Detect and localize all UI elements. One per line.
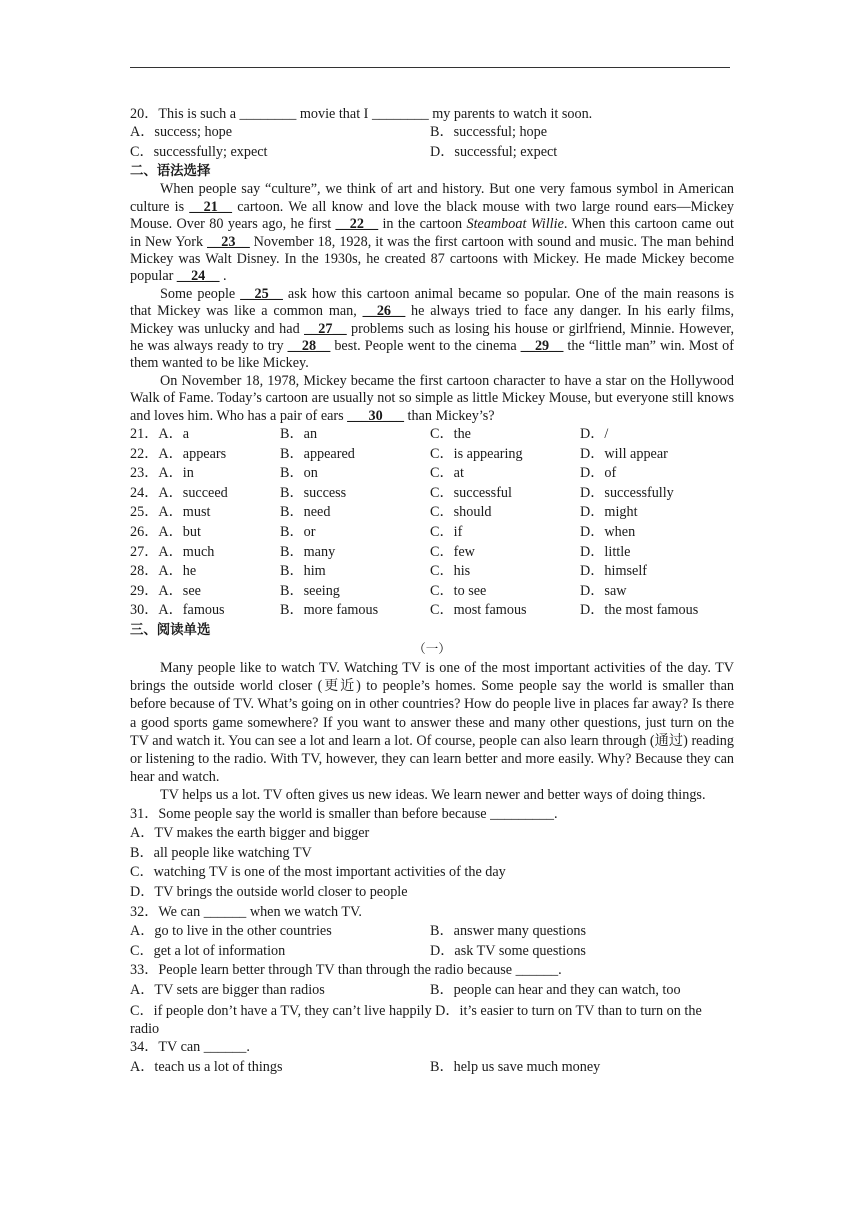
q33-stem-text: 33．People learn better through TV than through the radio because ______. xyxy=(130,962,562,979)
cloze-option-30-d: D．the most famous xyxy=(580,602,699,619)
q32-option-a: A．go to live in the other countries xyxy=(130,923,332,940)
q32-option-d: D．ask TV some questions xyxy=(430,942,586,959)
cloze-option-26-a: 26．A．but xyxy=(130,524,201,541)
section3-title: 三、阅读单选 xyxy=(130,623,211,639)
q32-options-row1 xyxy=(130,922,734,942)
q31-option-a-text: A．TV makes the earth bigger and bigger xyxy=(130,825,370,842)
cloze-option-row-21 xyxy=(130,425,734,445)
text: in the cartoon xyxy=(378,216,467,233)
blank-22: __22__ xyxy=(335,216,379,233)
cloze-option-29-b: B．seeing xyxy=(280,582,340,599)
cloze-option-27-a: 27．A．much xyxy=(130,543,215,560)
cloze-paragraph-2 xyxy=(130,286,734,373)
text: Some people xyxy=(160,285,241,302)
q33-option-b: B．people can hear and they can watch, too xyxy=(430,981,681,998)
section2-title: 二、语法选择 xyxy=(130,164,211,180)
cloze-option-22-d: D．will appear xyxy=(580,445,668,462)
cloze-option-27-d: D．little xyxy=(580,543,631,560)
cloze-option-22-c: C．is appearing xyxy=(430,445,523,462)
blank-30: ___30___ xyxy=(347,407,404,424)
cloze-option-row-25 xyxy=(130,503,734,523)
text: the “little man” win. Most of them wanted to be like Mickey. xyxy=(130,338,734,372)
cloze-option-24-a: 24．A．succeed xyxy=(130,484,228,501)
q20-options-row1 xyxy=(130,123,734,143)
cloze-option-26-d: D．when xyxy=(580,524,636,541)
cloze-option-29-a: 29．A．see xyxy=(130,582,201,599)
blank-21: __21__ xyxy=(189,198,232,215)
q31-option-d xyxy=(130,883,734,903)
cloze-option-28-c: C．his xyxy=(430,563,471,580)
cloze-option-25-b: B．need xyxy=(280,504,331,521)
cloze-option-29-c: C．to see xyxy=(430,582,487,599)
cloze-option-row-26 xyxy=(130,523,734,543)
cloze-options xyxy=(130,425,734,621)
cloze-option-27-b: B．many xyxy=(280,543,336,560)
cloze-option-30-a: 30．A．famous xyxy=(130,602,225,619)
content xyxy=(130,105,734,1078)
q20-stem: 20．This is such a ________ movie that I ________ my parents to watch it soon. xyxy=(130,106,593,122)
q33-options-cd: C．if people don’t have a TV, they can’t live happily D．it’s easier to turn on TV than to turn on the radio xyxy=(130,1002,702,1037)
q20-option-c: C．successfully; expect xyxy=(130,143,268,160)
q20-option-b: B．successful; hope xyxy=(430,124,548,141)
cloze-option-26-c: C．if xyxy=(430,524,463,541)
cloze-paragraph-1 xyxy=(130,181,734,285)
q31-option-a xyxy=(130,824,734,844)
cloze-option-25-a: 25．A．must xyxy=(130,504,211,521)
q20-option-d: D．successful; expect xyxy=(430,143,558,160)
q32-option-b: B．answer many questions xyxy=(430,923,587,940)
cloze-option-28-b: B．him xyxy=(280,563,326,580)
cloze-option-27-c: C．few xyxy=(430,543,475,560)
blank-26: __26__ xyxy=(362,303,406,320)
q20-option-a: A．success; hope xyxy=(130,124,233,141)
text: cartoon. We all know and love the black mouse with two large round ears—Mickey Mouse. Over 80 years ago, he first xyxy=(130,198,734,233)
cloze-option-30-c: C．most famous xyxy=(430,602,527,619)
cloze-option-22-a: 22．A．appears xyxy=(130,445,227,462)
cloze-option-24-c: C．successful xyxy=(430,484,512,501)
passage-number: （一） xyxy=(413,642,451,657)
cloze-option-25-c: C．should xyxy=(430,504,492,521)
cloze-option-row-24 xyxy=(130,484,734,504)
cloze-option-23-c: C．at xyxy=(430,465,464,482)
q20-options-row2 xyxy=(130,143,734,163)
q31-stem-text: 31．Some people say the world is smaller than before because _________. xyxy=(130,805,558,822)
cloze-option-row-22 xyxy=(130,445,734,465)
q33-option-a: A．TV sets are bigger than radios xyxy=(130,981,325,998)
cloze-option-28-a: 28．A．he xyxy=(130,563,197,580)
text: best. People went to the cinema xyxy=(330,338,521,355)
header-rule xyxy=(130,67,730,68)
blank-27: __27__ xyxy=(304,320,347,337)
blank-25: __25__ xyxy=(240,285,283,302)
reading-paragraph-2: TV helps us a lot. TV often gives us new ideas. We learn newer and better ways of doing things. xyxy=(160,787,706,804)
cloze-option-row-29 xyxy=(130,582,734,602)
cloze-option-24-d: D．successfully xyxy=(580,484,674,501)
cloze-option-23-a: 23．A．in xyxy=(130,465,194,482)
text: November 18, 1928, it was the first cartoon with sound and music. The man behind Mickey was Walt Disney. In the 1930s, he created 87 cartoons with Mickey. He made Mickey become popular xyxy=(130,233,734,285)
q31-option-b-text: B．all people like watching TV xyxy=(130,844,312,861)
q34-options-row1 xyxy=(130,1058,734,1078)
q34-stem-text: 34．TV can ______. xyxy=(130,1039,250,1056)
q34-option-a: A．teach us a lot of things xyxy=(130,1058,283,1075)
text: . xyxy=(219,268,227,285)
cloze-option-21-b: B．an xyxy=(280,426,318,443)
blank-29: __29__ xyxy=(520,338,564,355)
q31-option-c-text: C．watching TV is one of the most important activities of the day xyxy=(130,864,506,881)
blank-23: __23__ xyxy=(207,233,250,250)
text: than Mickey’s? xyxy=(403,407,495,424)
reading-paragraph-1: Many people like to watch TV. Watching TV is one of the most important activities of the day. TV brings the outside world closer (更近) to people’s homes. Some people say the world is smaller than before because of TV. What’s going on in other countries? How do people live in places far away? Is there a good sports game somewhere? If you want to answer these and many other questions, just turn on the TV and watch it. You can see a lot and learn a lot. Of course, people can also learn through (通过) reading or listening to the radio. With TV, however, they can learn better and more easily. Why? Because they can hear and watch. xyxy=(130,660,734,786)
cloze-option-21-d: D．/ xyxy=(580,426,609,443)
text: . When this cartoon came out in New York xyxy=(130,216,734,250)
q31-stem xyxy=(130,805,734,825)
cloze-option-row-30 xyxy=(130,601,734,621)
q31-option-b xyxy=(130,844,734,864)
cloze-option-22-b: B．appeared xyxy=(280,445,355,462)
cloze-option-28-d: D．himself xyxy=(580,563,647,580)
q32-option-c: C．get a lot of information xyxy=(130,942,286,959)
cloze-option-24-b: B．success xyxy=(280,484,347,501)
cloze-option-21-c: C．the xyxy=(430,426,471,443)
cloze-option-row-27 xyxy=(130,543,734,563)
cloze-paragraph-3 xyxy=(130,373,734,425)
blank-24: __24__ xyxy=(176,268,220,285)
q32-stem-text: 32．We can ______ when we watch TV. xyxy=(130,903,362,920)
text: ask how this cartoon animal became so popular. One of the main reasons is that Mickey was like a common man, xyxy=(130,285,734,320)
q34-option-b: B．help us save much money xyxy=(430,1058,601,1075)
q32-options-row2 xyxy=(130,942,734,962)
cloze-option-25-d: D．might xyxy=(580,504,638,521)
q32-stem xyxy=(130,903,734,923)
cloze-option-23-d: D．of xyxy=(580,465,617,482)
blank-28: __28__ xyxy=(287,338,331,355)
text: On November 18, 1978, Mickey became the first cartoon character to have a star on the Hollywood Walk of Fame. Today’s cartoon are usually not so simple as little Mickey Mouse, but everyone still knows and loves him. Who has a pair of ears xyxy=(130,372,734,424)
cloze-option-23-b: B．on xyxy=(280,465,318,482)
q33-options-row1 xyxy=(130,981,734,1001)
q31-option-c xyxy=(130,863,734,883)
text: he always tried to face any danger. In his early films, Mickey was unlucky and had xyxy=(130,303,734,337)
q33-stem xyxy=(130,961,734,981)
cloze-option-30-b: B．more famous xyxy=(280,602,379,619)
cloze-option-26-b: B．or xyxy=(280,524,316,541)
cloze-option-row-23 xyxy=(130,464,734,484)
q31-option-d-text: D．TV brings the outside world closer to people xyxy=(130,884,408,901)
text: When people say “culture”, we think of art and history. But one very famous symbol in American culture is xyxy=(130,181,734,215)
q34-stem xyxy=(130,1038,734,1058)
cloze-option-row-28 xyxy=(130,562,734,582)
film-title: Steamboat Willie xyxy=(466,216,564,233)
text: problems such as losing his house or girlfriend, Minnie. However, he was always ready to try xyxy=(130,320,734,355)
cloze-option-29-d: D．saw xyxy=(580,582,627,599)
cloze-option-21-a: 21．A．a xyxy=(130,426,190,443)
